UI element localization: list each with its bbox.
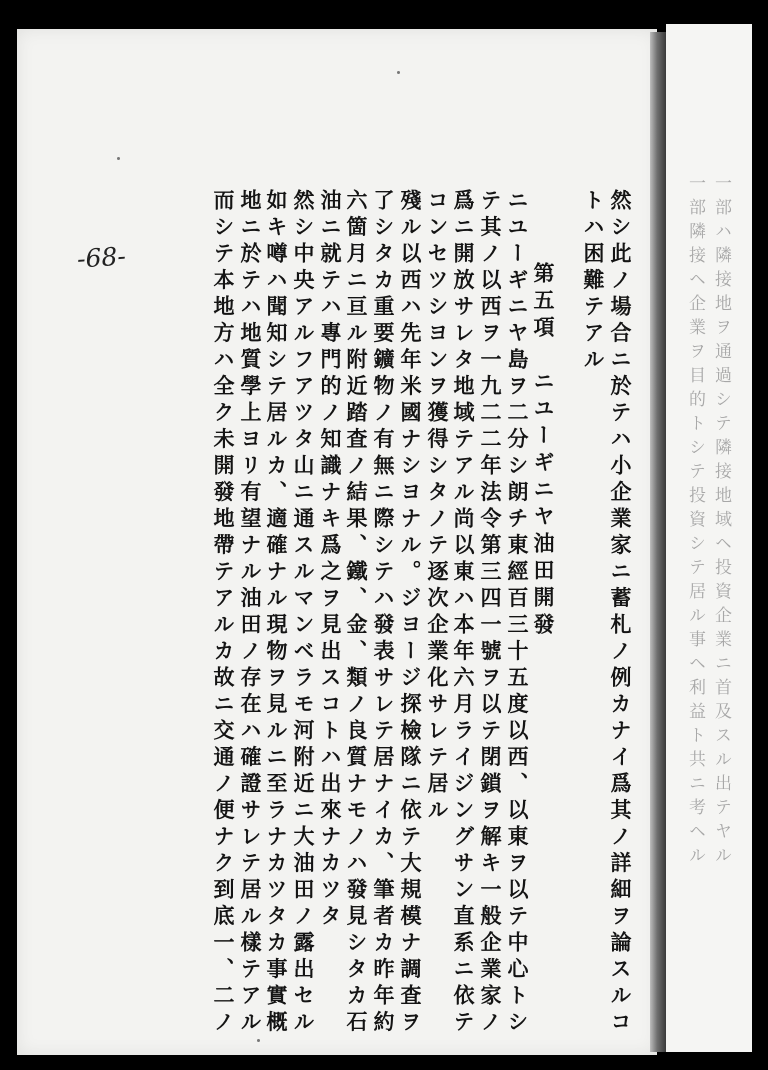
text-column: 了シタカ重要鑛物ノ有無ニ際シテハ發表サレテ居ナイカ、筆者カ昨年約 [371, 189, 396, 1037]
document-page [17, 29, 657, 1055]
page-number: -68- [76, 241, 127, 274]
section-heading: 第五項 ニユーギニヤ油田開發 [531, 262, 556, 640]
text-column: ニユーギニヤ島ヲ二分シ朗チ東經百三十五度以西、以東ヲ以テ中心トシ [505, 189, 530, 1037]
text-column: コンセツシヨンヲ獲得シタノテ逐次企業化サレテ居ル [425, 189, 450, 825]
text-column: 油ニ就テハ專門的ノ知識ナキ爲之ヲ見出スコトハ出來ナカツタ [318, 189, 343, 931]
text-column: 然シ此ノ場合ニ於テハ小企業家ニ蓄札ノ例カナイ爲其ノ詳細ヲ論スルコ [608, 189, 633, 1037]
text-column: 爲ニ開放サレタ地域テアル尚以東ハ本年六月ライジングサン直系ニ依テ [451, 189, 476, 1037]
text-column: 然シ中央アルフアツタ山ニ通スルマンベラモ河附近ニ大油田ノ露出セル [291, 189, 316, 1037]
vertical-text-body [17, 29, 657, 1055]
text-column: トハ困難テアル [581, 189, 606, 375]
adjacent-text-column: 一部隣接ヘ企業ヲ目的トシテ投資シテ居ル事ヘ利益ト共ニ考ヘル [685, 174, 705, 870]
page-gutter [650, 32, 666, 1052]
text-column: 六箇月ニ亘ル附近踏査ノ結果、鐵、金、類ノ良質ナモノハ發見シタカ石 [344, 189, 369, 1037]
text-column: テ其ノ以西ヲ一九二二年法令第三四一號ヲ以テ閉鎖ヲ解キ一般企業家ノ [478, 189, 503, 1037]
text-column: 殘ル以西ハ先年米國ナシヨナル。ジヨージ探檢隊ニ依テ大規模ナ調査ヲ [398, 189, 423, 1037]
text-column: 如キ噂ハ聞知シテ居ルカ、適確ナル現物ヲ見ルニ至ラナカツタカ事實概 [264, 189, 289, 1037]
paper-speck [257, 1039, 260, 1042]
text-column: 而シテ本地方ハ全ク未開發地帶テアルカ故ニ交通ノ便ナク到底一、二ノ [211, 189, 236, 1037]
paper-speck [117, 157, 120, 160]
bleed-through-text [666, 174, 752, 1004]
text-column: 地ニ於テハ地質學上ヨリ有望ナル油田ノ存在ハ確證サレテ居ル樣テアル [238, 189, 263, 1037]
adjacent-text-column: 一部ハ隣接地ヲ通過シテ隣接地域ヘ投資企業ニ首及スル出テヤル [711, 174, 731, 870]
paper-speck [397, 71, 400, 74]
adjacent-page [666, 24, 752, 1052]
